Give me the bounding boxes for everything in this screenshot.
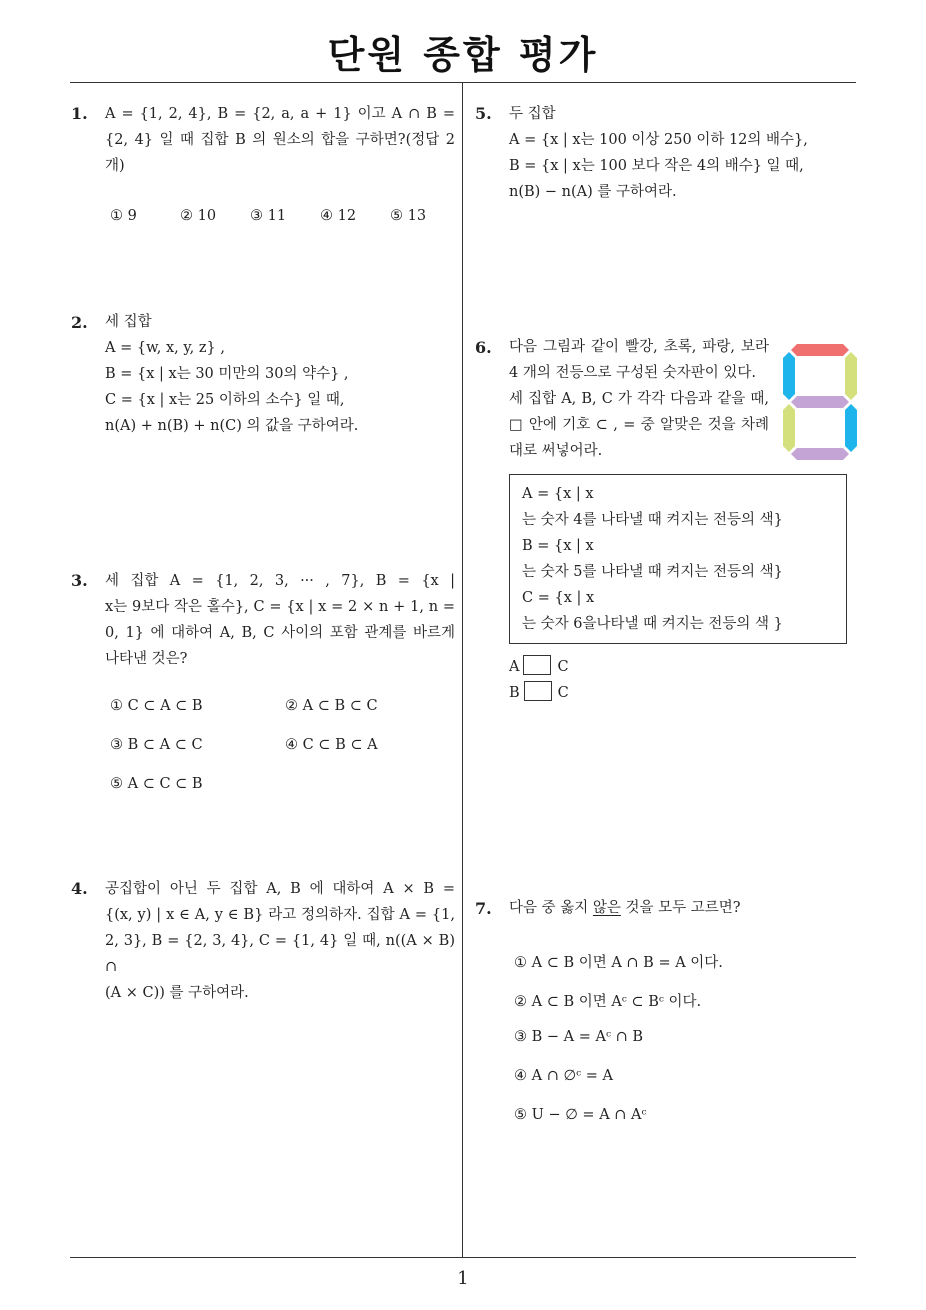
q3-choice[interactable]: ② A ⊂ B ⊂ C	[285, 698, 378, 714]
q4-line: {(x, y) | x ∈ A, y ∈ B} 라고 정의하자. 집합 A = {1,	[105, 907, 455, 923]
q2-stem	[105, 309, 358, 439]
q5-line: A = {x | x는 100 이상 250 이하 12의 배수},	[509, 132, 808, 148]
q3-choice[interactable]: ④ C ⊂ B ⊂ A	[285, 737, 378, 753]
q3-line: x는 9보다 작은 홀수}, C = {x | x = 2 × n + 1, n =	[105, 599, 455, 615]
q6-blank1-right: C	[557, 659, 569, 675]
q3-stem	[105, 568, 455, 672]
q3-line: 0, 1} 에 대하여 A, B, C 사이의 포함 관계를 바르게	[105, 625, 455, 641]
q7-choice[interactable]: ④ A ∩ ∅ᶜ = A	[514, 1068, 613, 1084]
column-divider	[462, 83, 463, 1258]
q2-line: B = {x | x는 30 미만의 30의 약수} ,	[105, 366, 349, 382]
q3-choice[interactable]: ③ B ⊂ A ⊂ C	[110, 737, 203, 753]
q5-line: n(B) − n(A) 를 구하여라.	[509, 184, 677, 200]
q1-choice[interactable]: ⑤ 13	[390, 208, 427, 224]
q6-stem	[509, 334, 769, 464]
segment-bottom-purple	[791, 448, 849, 460]
q7-stem	[509, 895, 741, 921]
q6-set-definition-box	[509, 474, 847, 644]
q5-stem	[509, 101, 808, 205]
q6-box-text	[522, 481, 783, 637]
page-title: 단원 종합 평가	[327, 33, 599, 77]
q6-blank2-input[interactable]	[524, 681, 552, 701]
seven-segment-display-icon	[783, 338, 857, 466]
q5-line: B = {x | x는 100 보다 작은 4의 배수} 일 때,	[509, 158, 804, 174]
q7-stem-line	[509, 895, 741, 921]
q2-line: n(A) + n(B) + n(C) 의 값을 구하여라.	[105, 418, 359, 434]
q3-line: 세 집합 A = {1, 2, 3, ··· , 7}, B = {x |	[105, 573, 455, 589]
q3-number: 3.	[71, 571, 88, 590]
q7-choice[interactable]: ② A ⊂ B 이면 Aᶜ ⊂ Bᶜ 이다.	[514, 994, 702, 1010]
q1-choice[interactable]: ② 10	[180, 208, 217, 224]
q7-choice[interactable]: ⑤ U − ∅ = A ∩ Aᶜ	[514, 1107, 647, 1123]
q3-line: 나타낸 것은?	[105, 651, 188, 667]
footer-rule	[70, 1257, 856, 1258]
q6-box-line: C = {x | x	[522, 590, 595, 606]
q6-answer-row-1	[509, 654, 569, 680]
q6-box-line: 는 숫자 6을나타낼 때 켜지는 전등의 색 }	[522, 616, 783, 632]
q4-line: 공집합이 아닌 두 집합 A, B 에 대하여 A × B =	[105, 881, 455, 897]
page-number: 1	[457, 1268, 469, 1289]
segment-top-red	[791, 344, 849, 356]
q7-choice[interactable]: ③ B − A = Aᶜ ∩ B	[514, 1029, 643, 1045]
q6-line: □ 안에 기호 ⊂ , = 중 알맞은 것을 차례	[509, 417, 769, 433]
q4-stem	[105, 876, 455, 1006]
q6-answer-area	[509, 654, 569, 706]
segment-middle-purple	[791, 396, 849, 408]
q1-choice[interactable]: ① 9	[110, 208, 137, 224]
q6-box-line: B = {x | x	[522, 538, 594, 554]
q6-answer-row-2	[509, 680, 569, 706]
q2-line: 세 집합	[105, 314, 152, 330]
segment-lower-left-green	[783, 404, 795, 452]
q5-line: 두 집합	[509, 106, 556, 122]
q6-number: 6.	[475, 338, 492, 357]
q1-stem	[105, 101, 455, 179]
q6-blank1-left: A	[509, 659, 520, 675]
segment-upper-left-blue	[783, 352, 795, 400]
segment-upper-right-green	[845, 352, 857, 400]
q1-number: 1.	[71, 104, 88, 123]
q3-choice[interactable]: ⑤ A ⊂ C ⊂ B	[110, 776, 203, 792]
q6-line: 대로 써넣어라.	[509, 443, 603, 459]
q6-box-line: 는 숫자 5를 나타낼 때 켜지는 전등의 색}	[522, 564, 783, 580]
q7-choice[interactable]: ① A ⊂ B 이면 A ∩ B = A 이다.	[514, 955, 723, 971]
q6-blank2-left: B	[509, 685, 520, 701]
q1-line: A = {1, 2, 4}, B = {2, a, a + 1} 이고 A ∩ B =	[105, 106, 455, 122]
header-rule	[70, 82, 856, 83]
q4-line: 2, 3}, B = {2, 3, 4}, C = {1, 4} 일 때, n((A × B) ∩	[105, 933, 455, 975]
segment-lower-right-blue	[845, 404, 857, 452]
q7-stem-underline: 않은	[592, 900, 621, 916]
q4-number: 4.	[71, 879, 88, 898]
q3-choice[interactable]: ① C ⊂ A ⊂ B	[110, 698, 203, 714]
q7-stem-pre: 다음 중 옳지	[509, 900, 593, 916]
q7-number: 7.	[475, 899, 492, 918]
q7-stem-post: 것을 모두 고르면?	[620, 900, 741, 916]
q6-line: 4 개의 전등으로 구성된 숫자판이 있다.	[509, 365, 756, 381]
q6-box-line: 는 숫자 4를 나타낼 때 켜지는 전등의 색}	[522, 512, 783, 528]
q1-line: {2, 4} 일 때 집합 B 의 원소의 합을 구하면?(정답 2	[105, 132, 455, 148]
q6-box-line: A = {x | x	[522, 486, 594, 502]
q1-choice[interactable]: ③ 11	[250, 208, 287, 224]
q6-blank2-right: C	[557, 685, 569, 701]
q1-line: 개)	[105, 158, 125, 174]
q4-line: (A × C)) 를 구하여라.	[105, 985, 249, 1001]
q2-line: C = {x | x는 25 이하의 소수} 일 때,	[105, 392, 345, 408]
q6-line: 다음 그림과 같이 빨강, 초록, 파랑, 보라	[509, 339, 769, 355]
q2-number: 2.	[71, 313, 88, 332]
q1-choice[interactable]: ④ 12	[320, 208, 357, 224]
q6-line: 세 집합 A, B, C 가 각각 다음과 같을 때,	[509, 391, 769, 407]
q2-line: A = {w, x, y, z} ,	[105, 340, 225, 356]
q5-number: 5.	[475, 104, 492, 123]
q6-blank1-input[interactable]	[523, 655, 551, 675]
